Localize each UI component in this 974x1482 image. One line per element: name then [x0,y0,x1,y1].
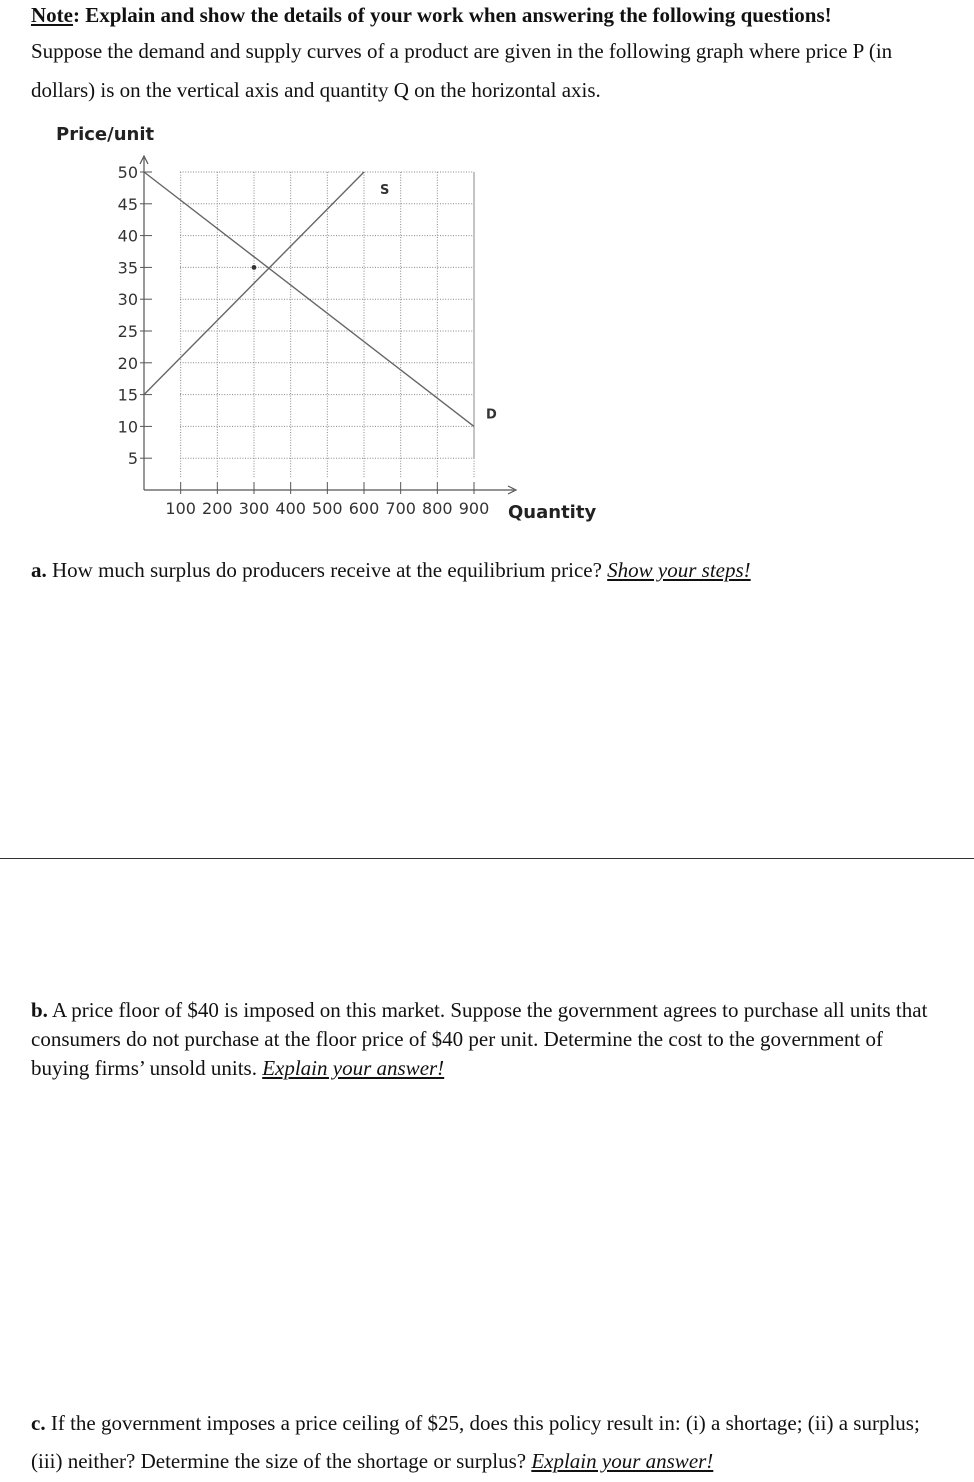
question-c-letter: c. [31,1411,46,1435]
y-axis-label: Price/unit [56,124,155,145]
curve-label-s: S [380,183,390,198]
question-b-letter: b. [31,998,48,1022]
x-tick-label: 900 [458,499,490,518]
question-c-text: If the government imposes a price ceiling of $25, does this policy result in: (i) a shortage; (ii) a surplus; (iii) neither? Determine the size of the shortage or surplus? [31,1411,920,1473]
question-c-emphasis: Explain your answer! [531,1449,714,1473]
y-tick-label: 30 [117,290,138,310]
y-tick-label: 45 [117,194,138,214]
y-tick-label: 10 [117,417,138,437]
question-b-emphasis: Explain your answer! [262,1056,445,1080]
question-a-letter: a. [31,558,47,582]
y-tick-label: 35 [117,258,138,278]
y-tick-label: 20 [117,353,138,373]
question-c [31,1404,936,1480]
x-tick-label: 600 [348,499,380,518]
question-a-emphasis: Show your steps! [607,558,751,582]
x-tick-label: 500 [312,499,343,518]
x-tick-label: 700 [385,499,416,518]
x-tick-label: 400 [275,499,306,518]
note-label: Note [31,3,73,27]
x-tick-label: 200 [202,499,233,518]
question-a-text: How much surplus do producers receive at the equilibrium price? [46,558,608,582]
y-tick-label: 50 [117,163,138,182]
question-b-text: A price floor of $40 is imposed on this market. Suppose the government agrees to purchase all units that consumers do not purchase at the floor price of $40 per unit. Determine the cost to the government of buying firms’ unsold units. [31,998,928,1080]
chart-axes [140,156,516,494]
note-text: : Explain and show the details of your work when answering the following questions! [72,3,832,27]
supply-demand-chart [0,0,974,540]
question-b [31,996,936,1083]
curve-s [144,172,364,395]
y-tick-label: 25 [117,322,138,341]
x-tick-label: 800 [422,499,453,518]
question-a [31,553,751,587]
x-axis-label: Quantity [508,502,597,523]
chart-grid [180,172,474,478]
y-tick-label: 40 [117,226,138,246]
curve-label-d: D [486,407,497,423]
x-tick-label: 300 [238,499,270,518]
section-divider [0,858,974,859]
equilibrium-point [252,265,257,270]
y-tick-label: 15 [117,385,138,405]
chart-ticks [118,163,490,518]
intro-paragraph: Suppose the demand and supply curves of a product are given in the following graph where price P (in dollars) is on the vertical axis and quantity Q on the horizontal axis. [31,39,893,102]
y-tick-label: 5 [127,449,138,469]
x-tick-label: 100 [165,499,196,518]
